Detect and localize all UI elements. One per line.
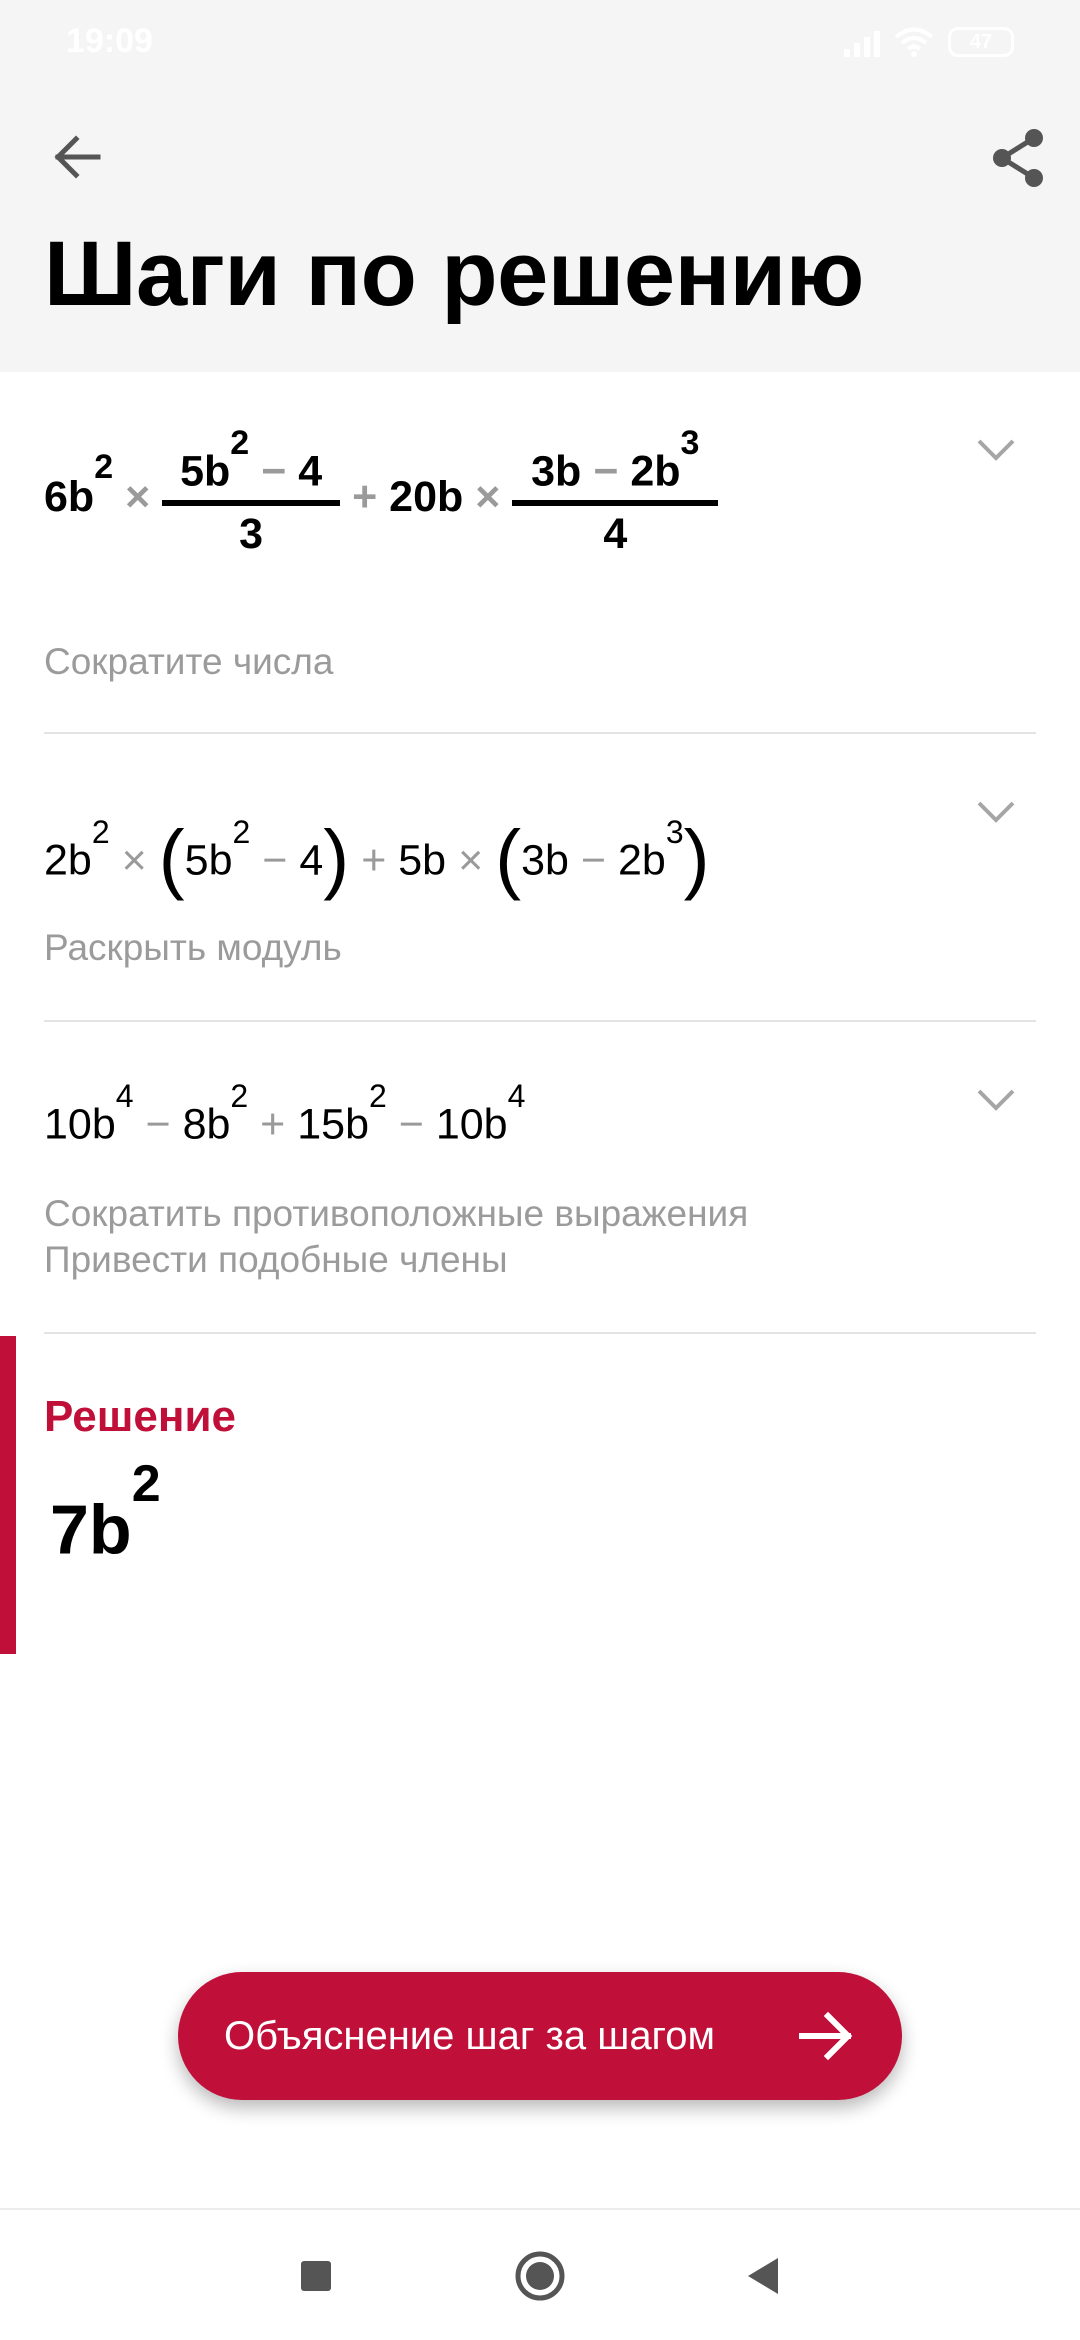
arrow-left-icon [52,135,102,179]
operator: × [458,836,484,885]
term: 4 [299,836,324,885]
term: 5b [398,836,447,885]
nav-home-button[interactable] [510,2246,570,2306]
exponent: 2 [369,1078,387,1114]
term: 20b [389,473,464,522]
fraction-bar [512,500,718,506]
operator: − [593,447,619,496]
status-icons [844,24,1014,60]
chevron-down-icon [976,1088,1016,1112]
triangle-left-icon [744,2256,780,2296]
term: 8b [182,1100,231,1149]
operator: − [145,1100,171,1149]
status-bar [0,0,1080,84]
chevron-down-icon [976,438,1016,462]
operator: × [121,836,147,885]
term: 3b [521,836,569,885]
page-title: Шаги по решению [44,223,864,325]
term: 10b [435,1100,508,1149]
nav-back-button[interactable] [732,2246,792,2306]
numerator-term: 2b [630,447,681,496]
step-3-description-line-1: Сократить противоположные выражения [44,1193,749,1234]
operator: − [262,836,288,885]
exponent: 2 [232,814,251,850]
circle-icon [513,2249,567,2303]
operator: − [261,447,287,496]
signal-icon [844,27,880,57]
term: 15b [297,1100,369,1149]
share-icon [990,127,1046,189]
step-3-description-line-2: Привести подобные члены [44,1239,508,1280]
step-2[interactable] [44,734,1036,1022]
step-by-step-label: Объяснение шаг за шагом [224,2013,716,2058]
back-button[interactable] [40,120,114,194]
term: 5b [184,836,233,885]
term: 2b [618,836,666,885]
chevron-down-icon [976,800,1016,824]
step-1-description: Сократите числа [44,641,334,682]
square-icon [300,2260,332,2292]
share-button[interactable] [980,120,1056,196]
solution-value [50,1455,161,1569]
paren-close: ) [323,813,350,902]
step-3-expression [44,1078,526,1149]
step-2-description: Раскрыть модуль [44,927,342,968]
fraction-bar [162,500,340,506]
denominator: 4 [603,510,628,559]
numerator-term: 5b [180,447,231,496]
operator: × [125,473,151,522]
step-3[interactable] [44,1022,1036,1334]
term: 2b [44,836,92,885]
denominator: 3 [239,510,264,559]
exponent: 2 [230,1078,249,1114]
exponent: 2 [91,814,110,850]
battery-icon [948,27,1014,57]
fraction [512,424,718,559]
step-1[interactable] [44,372,1036,734]
nav-recents-button[interactable] [286,2246,346,2306]
operator: + [260,1100,286,1149]
exponent: 4 [115,1078,134,1114]
solution-exponent: 2 [131,1455,161,1513]
expand-button[interactable] [970,1074,1022,1126]
operator: × [475,473,501,522]
status-time: 19:09 [66,22,153,60]
fraction [162,424,340,559]
expand-button[interactable] [970,424,1022,476]
operator: + [361,836,387,885]
exponent: 2 [230,424,250,462]
paren-open: ( [495,813,522,902]
app-header [0,0,1080,372]
operator: + [352,473,378,522]
operator: − [398,1100,424,1149]
numerator-term: 3b [531,447,582,496]
numerator-term: 4 [298,447,323,496]
exponent: 3 [665,814,684,850]
solution-term: 7b [50,1490,132,1569]
exponent: 4 [507,1078,526,1114]
expand-button[interactable] [970,786,1022,838]
term: 10b [44,1100,116,1149]
wifi-icon [894,26,934,58]
exponent: 2 [94,447,114,486]
paren-open: ( [158,813,185,902]
exponent: 3 [680,424,700,462]
step-1-expression [44,424,718,559]
paren-close: ) [683,813,710,902]
arrow-right-icon [798,2011,856,2061]
solution-accent-bar [0,1336,16,1654]
system-nav-bar [0,2208,1080,2340]
battery-level: 47 [969,30,993,53]
term: 6b [44,473,95,522]
step-by-step-button[interactable] [178,1972,902,2100]
step-2-expression [44,808,710,900]
operator: − [580,836,607,885]
solution-label: Решение [44,1392,236,1441]
